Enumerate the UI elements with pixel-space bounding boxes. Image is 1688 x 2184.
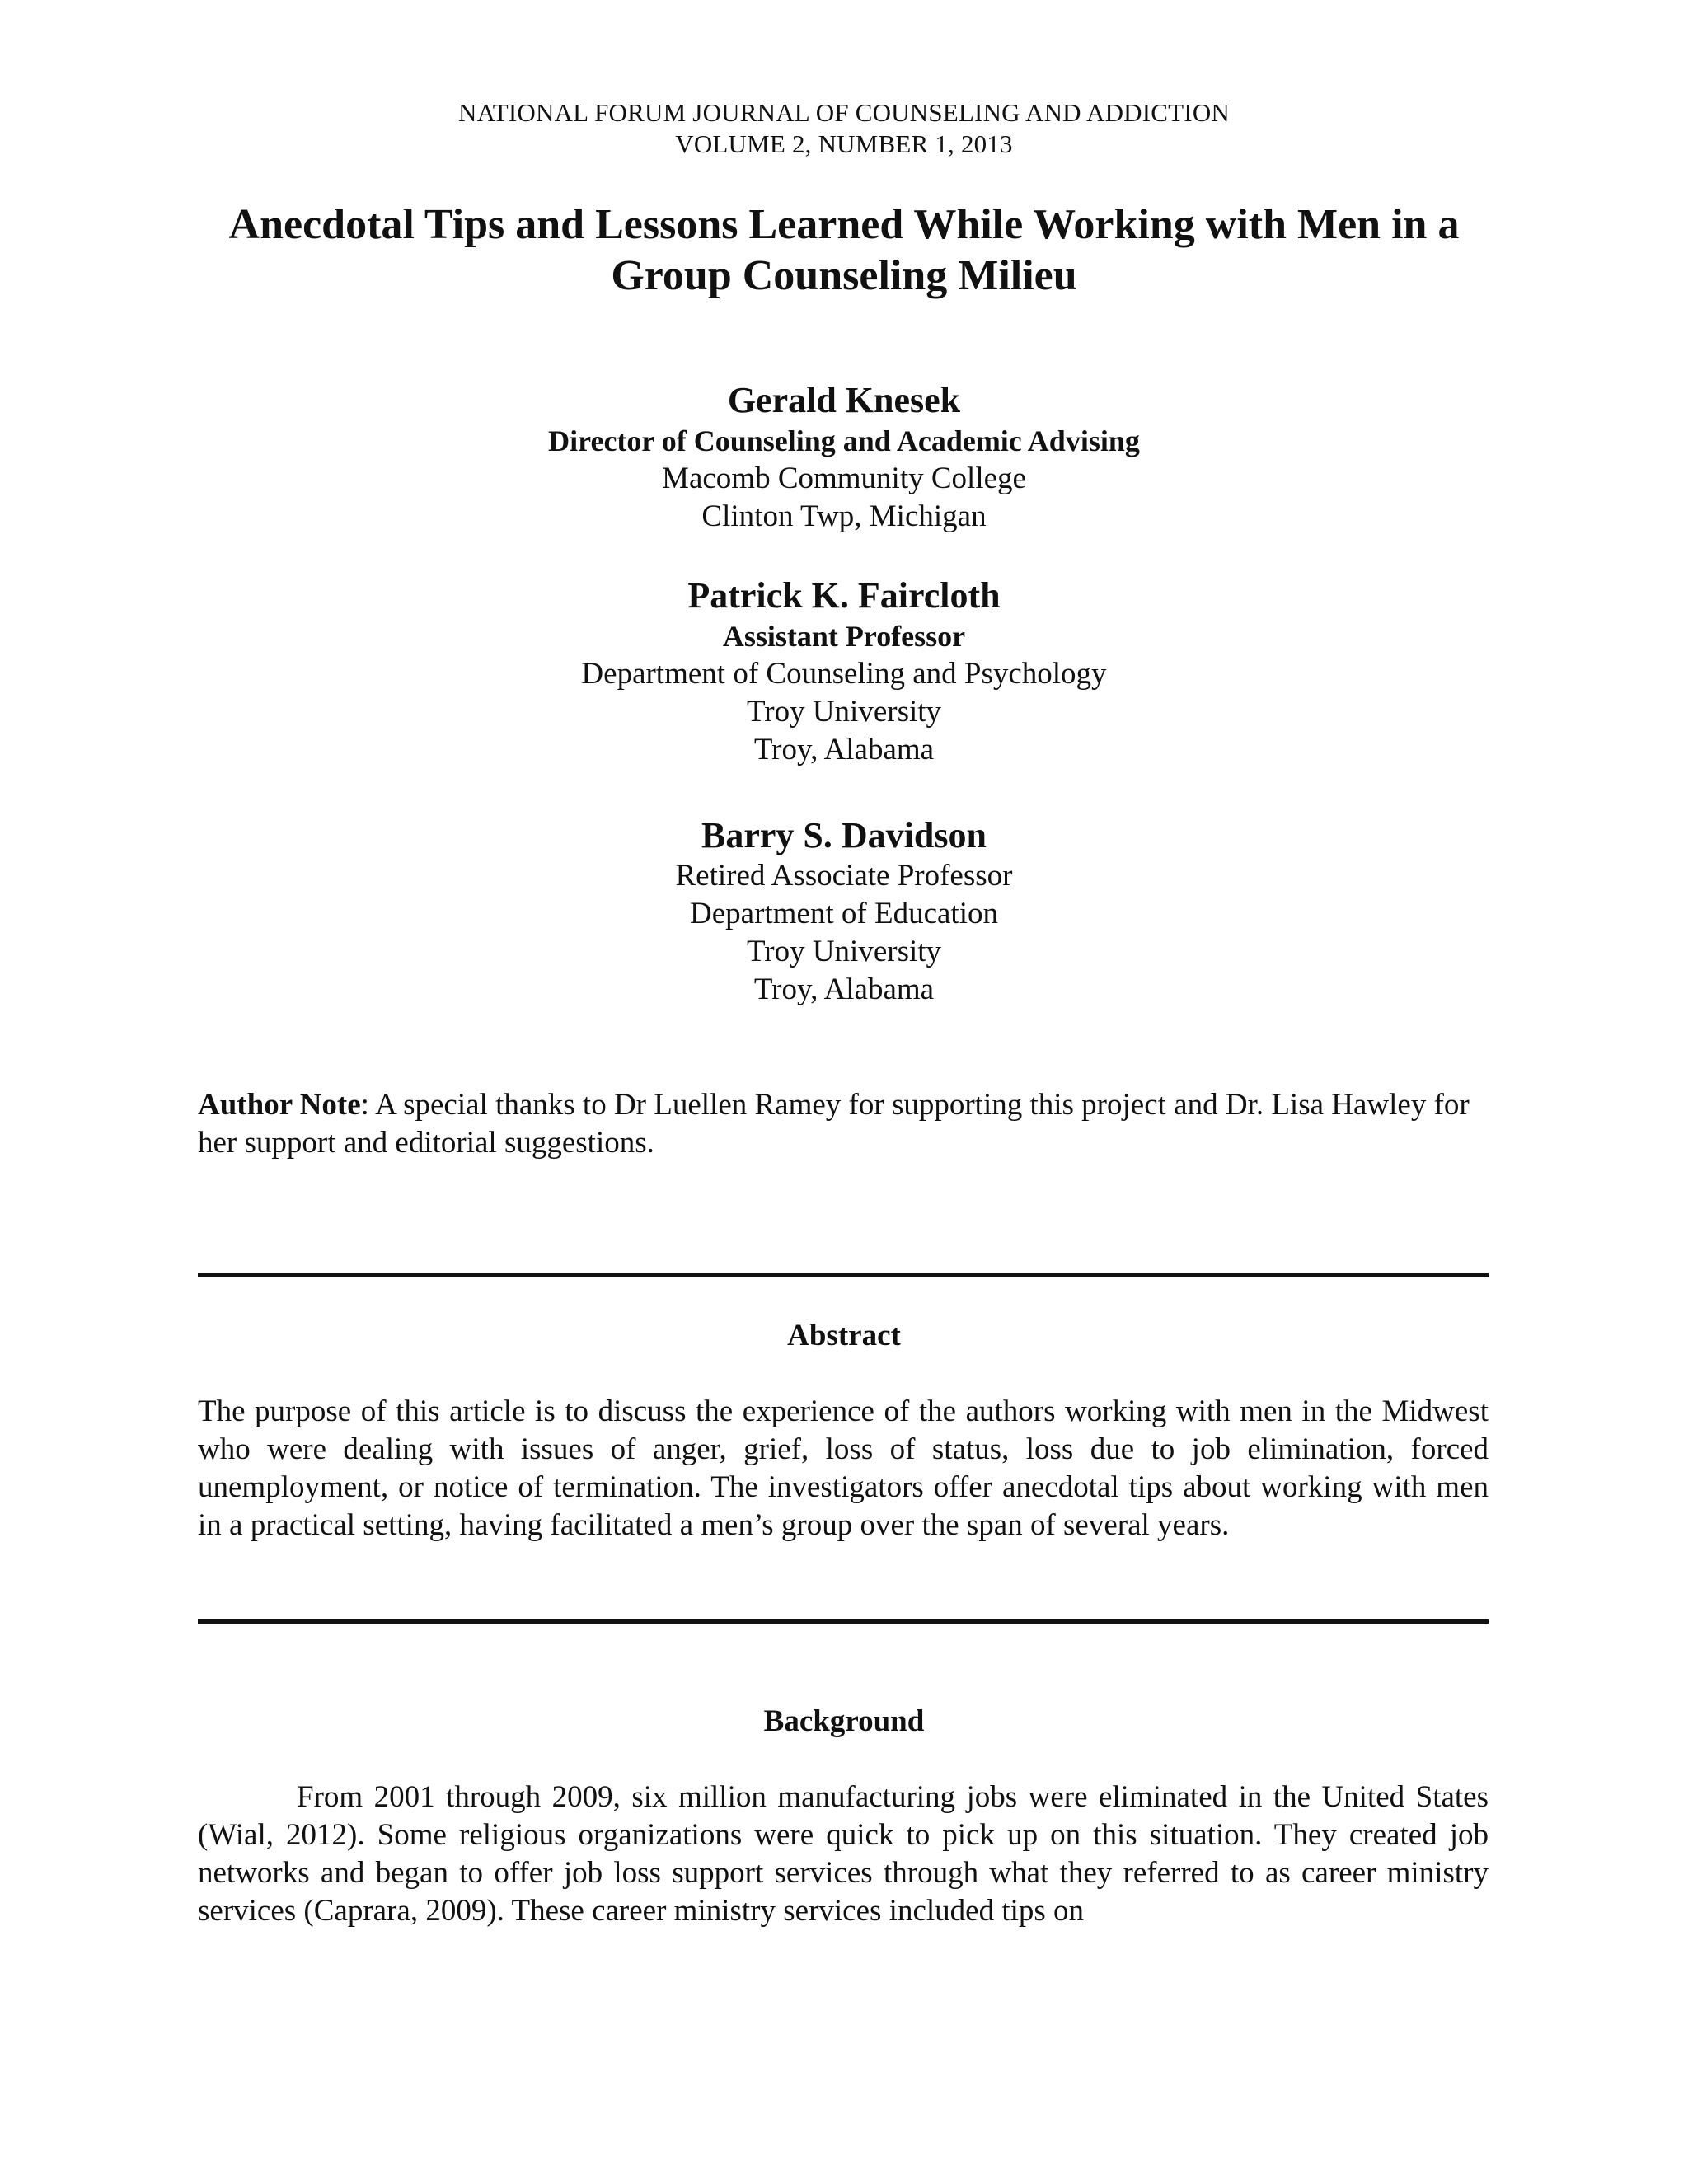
author-note (198, 1086, 1489, 1162)
author-role: Director of Counseling and Academic Advising (548, 424, 1140, 457)
author-location: Clinton Twp, Michigan (701, 499, 987, 533)
author-location: Troy, Alabama (753, 733, 935, 766)
author-name: Barry S. Davidson (701, 815, 987, 855)
journal-name: NATIONAL FORUM JOURNAL OF COUNSELING AND ADDICTION (458, 98, 1230, 127)
author-affiliation: Troy University (746, 935, 942, 968)
article-title: Anecdotal Tips and Lessons Learned While Working with Men in a Group Counseling Milieu (228, 201, 1460, 299)
abstract-bottom-rule (198, 1619, 1489, 1624)
author-note-label: Author Note (198, 1088, 361, 1122)
abstract-heading: Abstract (787, 1319, 901, 1352)
abstract-top-rule (198, 1273, 1489, 1277)
background-heading: Background (763, 1704, 925, 1738)
author-role: Assistant Professor (722, 620, 966, 653)
background-paragraph: From 2001 through 2009, six million manufacturing jobs were eliminated in the United States (Wial, 2012). Some religious organizations were quick to pick up on this situation. They created job networks and began to offer job loss support services through what they referred to as career ministry services (Caprara, 2009). These career ministry services included tips on (198, 1780, 1489, 1928)
author-block (0, 574, 1688, 769)
author-location: Troy, Alabama (753, 972, 935, 1006)
author-note-text: : A special thanks to Dr Luellen Ramey for supporting this project and Dr. Lisa Hawley for her support and editorial suggestions. (198, 1088, 1470, 1160)
author-block (0, 814, 1688, 1009)
author-name: Patrick K. Faircloth (687, 575, 1001, 616)
author-role: Retired Associate Professor (675, 859, 1013, 893)
author-name: Gerald Knesek (727, 380, 961, 420)
journal-header (0, 97, 1688, 160)
author-block (0, 379, 1688, 536)
journal-volume: VOLUME 2, NUMBER 1, 2013 (675, 129, 1013, 158)
author-department: Department of Counseling and Psychology (581, 657, 1107, 691)
author-affiliation: Troy University (746, 695, 942, 729)
author-affiliation: Macomb Community College (662, 462, 1026, 495)
abstract-text: The purpose of this article is to discuss the experience of the authors working with men in the Midwest who were dealing with issues of anger, grief, loss of status, loss due to job elimination, forced unemployment, or notice of termination. The investigators offer anecdotal tips about working with men in a practical setting, having facilitated a men’s group over the span of several years. (198, 1394, 1489, 1542)
author-department: Department of Education (690, 897, 998, 930)
